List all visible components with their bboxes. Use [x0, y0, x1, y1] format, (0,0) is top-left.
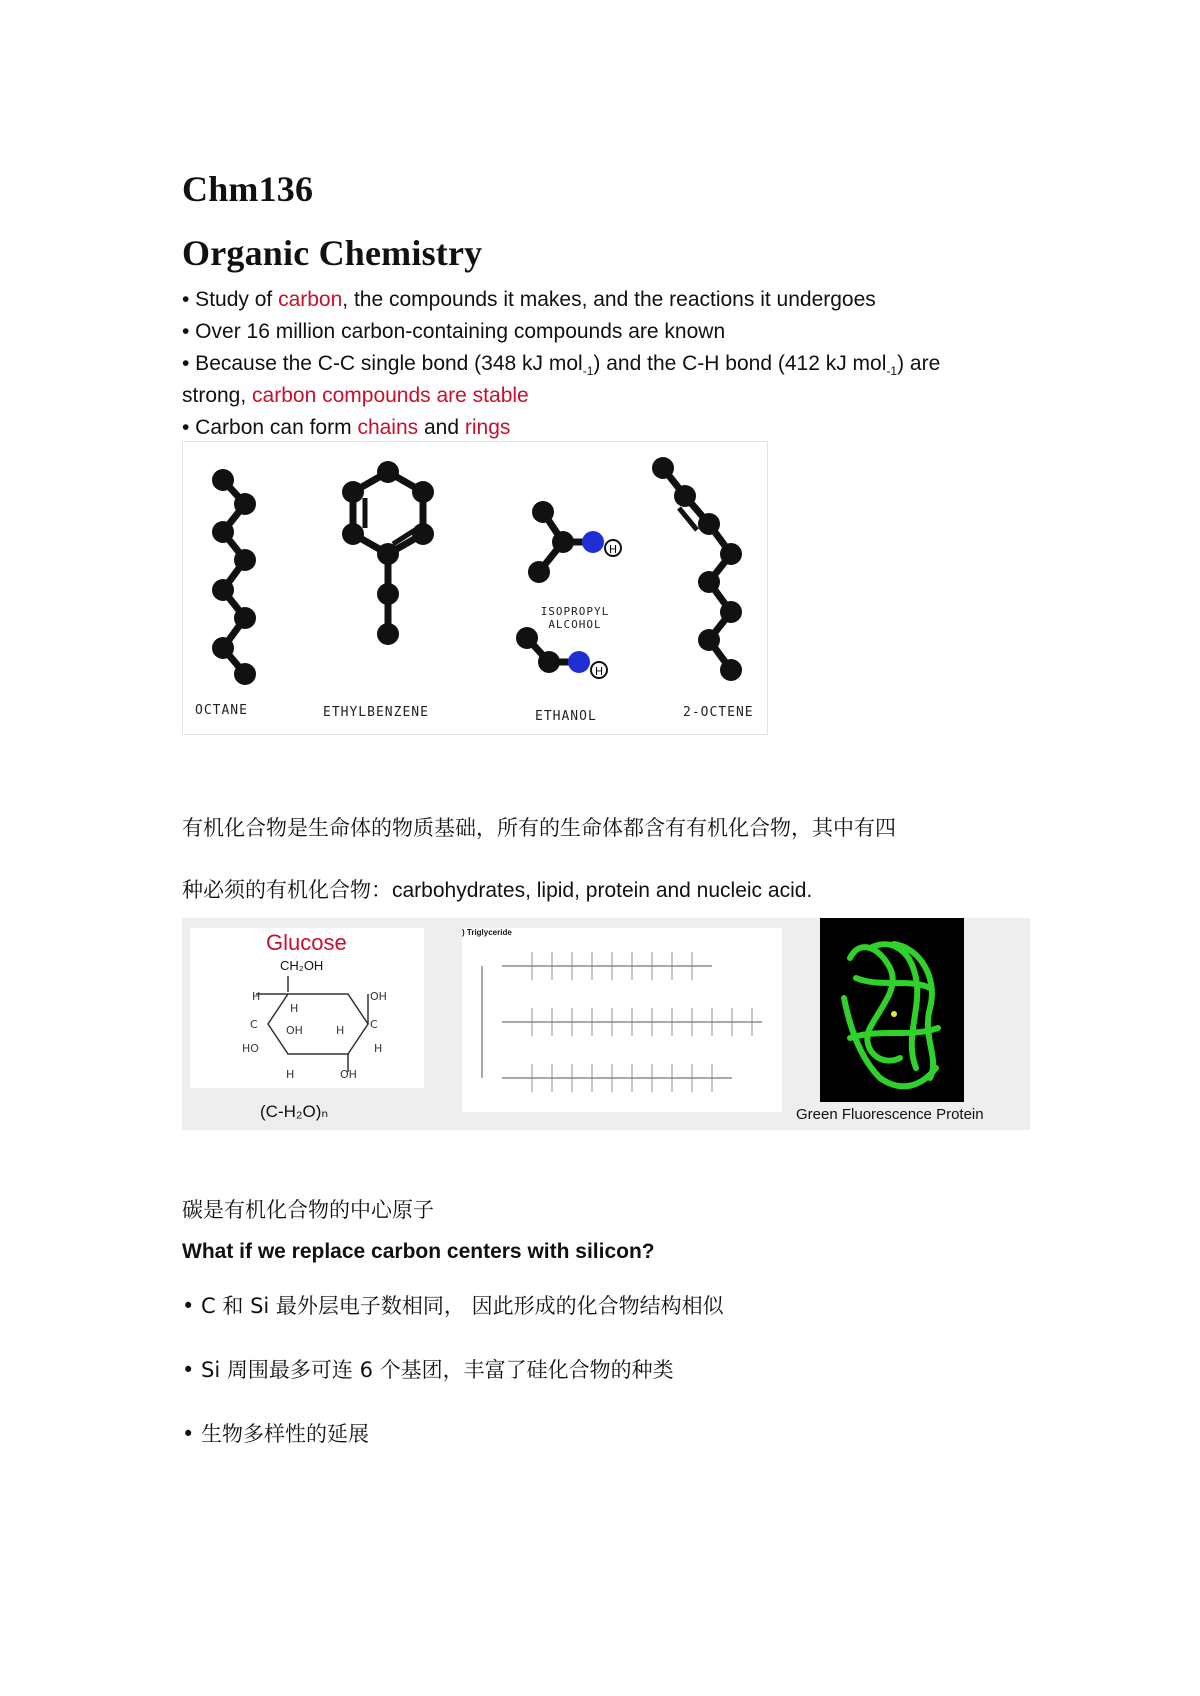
label-octane: OCTANE	[195, 703, 248, 718]
svg-text:HO: HO	[242, 1042, 259, 1055]
bullet-text: ) and the C-H bond (412 kJ mol	[593, 352, 887, 375]
gfp-image	[820, 918, 964, 1102]
paragraph-text-en: carbohydrates, lipid, protein and nucleic acid.	[392, 879, 813, 902]
bullet-text: strong,	[182, 384, 253, 407]
bond-lines	[223, 468, 731, 674]
section-heading-cn: 碳是有机化合物的中心原子	[182, 1198, 434, 1222]
page-title: Organic Chemistry	[182, 233, 483, 273]
svg-text:H: H	[290, 1002, 299, 1015]
label-alcohol: ALCOHOL	[548, 618, 602, 631]
triglyceride-title: ) Triglyceride	[462, 928, 512, 937]
label-2-octene: 2-OCTENE	[683, 705, 754, 720]
svg-text:C: C	[250, 1018, 258, 1031]
label-ethanol: ETHANOL	[535, 709, 597, 724]
glucose-title: Glucose	[266, 930, 347, 955]
gfp-ribbon	[820, 918, 964, 1102]
svg-text:C: C	[370, 1018, 378, 1031]
svg-text:OH: OH	[340, 1068, 357, 1081]
svg-text:H: H	[286, 1068, 295, 1081]
highlight-carbon: carbon	[278, 288, 343, 311]
svg-text:OH: OH	[370, 990, 387, 1003]
biomolecule-figure	[182, 918, 1030, 1130]
highlight-chains: chains	[357, 416, 419, 439]
triglyceride-structure	[462, 928, 782, 1112]
list-item: • 生物多样性的延展	[182, 1422, 370, 1446]
bullet-text: • Carbon can form	[182, 416, 358, 439]
carbon-atoms	[212, 457, 742, 685]
svg-text:H: H	[374, 1042, 383, 1055]
list-item: • C 和 Si 最外层电子数相同， 因此形成的化合物结构相似	[182, 1294, 724, 1318]
glucose-structure	[190, 928, 424, 1088]
bullet-text: ) are	[897, 352, 941, 375]
paragraph-text: 种必须的有机化合物：	[182, 878, 392, 902]
course-code: Chm136	[182, 169, 314, 209]
highlight-rings: rings	[464, 416, 511, 439]
superscript-unit: -1	[886, 364, 898, 379]
glucose-panel	[190, 928, 424, 1088]
molecule-drawing	[183, 442, 767, 734]
bullet-compound-count: • Over 16 million carbon-containing compounds are known	[182, 320, 726, 343]
list-item: • Si 周围最多可连 6 个基团，丰富了硅化合物的种类	[182, 1358, 674, 1382]
gfp-caption: Green Fluorescence Protein	[796, 1106, 984, 1123]
glucose-formula: (C-H₂O)ₙ	[260, 1102, 329, 1121]
bullet-text: and	[418, 416, 465, 439]
bullet-text: • Because the C-C single bond (348 kJ mol	[182, 352, 583, 375]
glucose-ch2oh: CH₂OH	[280, 958, 324, 973]
molecule-labels	[195, 605, 754, 724]
superscript-unit: -1	[582, 364, 594, 379]
svg-text:H: H	[336, 1024, 345, 1037]
bullet-text: • Study of	[182, 288, 279, 311]
hydrogen-label: H	[608, 543, 618, 556]
label-isopropyl: ISOPROPYL	[540, 605, 610, 618]
bullet-text: , the compounds it makes, and the reactions it undergoes	[342, 288, 876, 311]
svg-text:H: H	[252, 990, 261, 1003]
paragraph-cn-line1: 有机化合物是生命体的物质基础，所有的生命体都含有有机化合物，其中有四	[182, 816, 896, 840]
silicon-question: What if we replace carbon centers with silicon?	[182, 1240, 655, 1263]
highlight-stable: carbon compounds are stable	[252, 384, 529, 407]
label-ethylbenzene: ETHYLBENZENE	[323, 705, 429, 720]
bullet-chains-rings	[182, 412, 510, 444]
molecule-figure	[182, 441, 768, 735]
bullet-study-of-carbon	[182, 284, 876, 316]
octene-chain	[663, 468, 731, 670]
paragraph-cn-line2	[182, 874, 812, 904]
hydrogen-label: H	[594, 665, 604, 678]
svg-text:OH: OH	[286, 1024, 303, 1037]
oxygen-atoms	[568, 531, 604, 673]
triglyceride-panel	[462, 928, 782, 1112]
bullet-bond-energy-cont	[182, 380, 529, 412]
